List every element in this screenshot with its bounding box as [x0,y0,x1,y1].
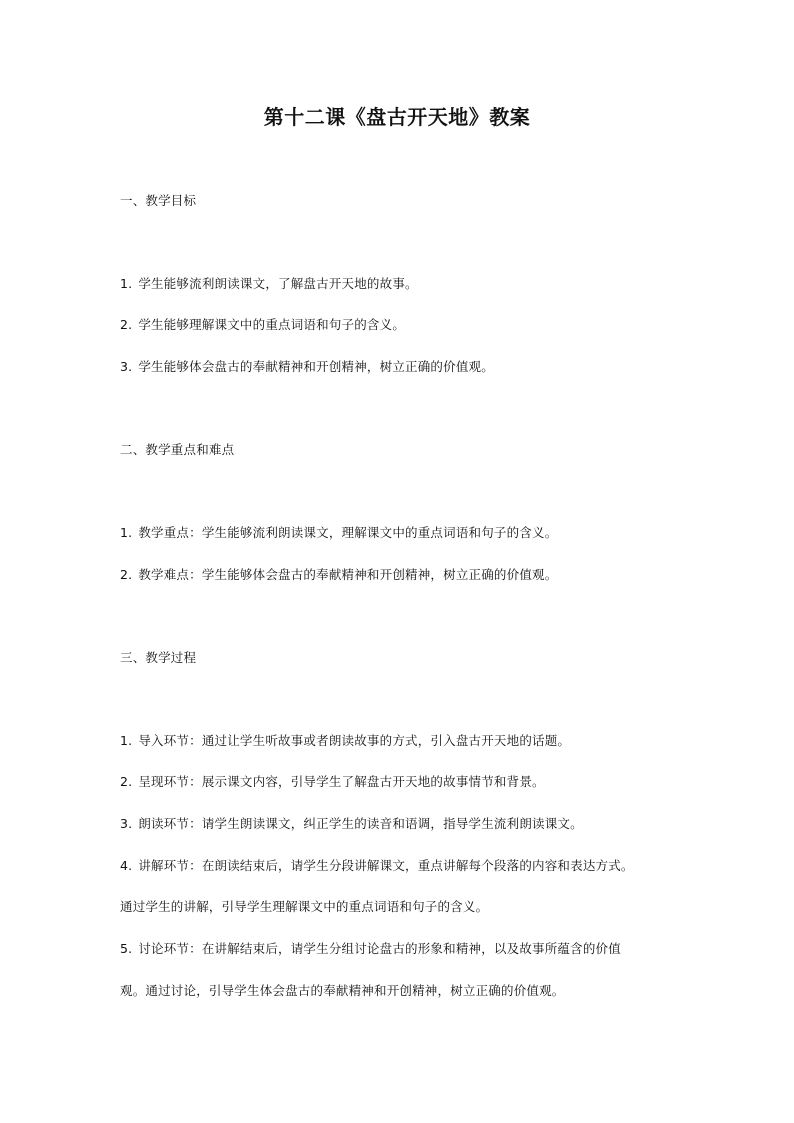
section-heading-process: 三、教学过程 [120,650,197,665]
list-item-text: 导入环节：通过让学生听故事或者朗读故事的方式，引入盘古开天地的话题。 [138,733,571,748]
list-item-text: 讲解环节：在朗读结束后，请学生分段讲解课文，重点讲解每个段落的内容和表达方式。 [138,858,634,873]
list-item-text: 教学重点：学生能够流利朗读课文，理解课文中的重点词语和句子的含义。 [138,525,558,540]
list-item [120,732,570,750]
list-item [120,275,418,293]
list-item [120,815,583,833]
list-item [120,773,545,791]
list-item-number: 5. [120,941,133,956]
list-item-number: 1. [120,733,133,748]
list-item-text: 教学难点：学生能够体会盘古的奉献精神和开创精神，树立正确的价值观。 [138,567,558,582]
list-item-number: 3. [120,816,133,831]
list-item-number: 4. [120,858,133,873]
section-heading-objectives: 一、教学目标 [120,193,197,208]
list-item-text: 呈现环节：展示课文内容，引导学生了解盘古开天地的故事情节和背景。 [138,774,545,789]
list-item-continuation: 通过学生的讲解，引导学生理解课文中的重点词语和句子的含义。 [120,899,489,914]
list-item-number: 2. [120,774,133,789]
list-item-number: 1. [120,276,133,291]
list-item-text: 朗读环节：请学生朗读课文，纠正学生的读音和语调，指导学生流利朗读课文。 [138,816,583,831]
list-item-number: 2. [120,567,133,582]
list-item [120,358,494,376]
list-item [120,316,405,334]
list-item-text: 学生能够体会盘古的奉献精神和开创精神，树立正确的价值观。 [138,359,494,374]
list-item [120,566,557,584]
list-item-text: 学生能够流利朗读课文，了解盘古开天地的故事。 [138,276,418,291]
list-item-continuation: 观。通过讨论，引导学生体会盘古的奉献精神和开创精神，树立正确的价值观。 [120,983,565,998]
document-title: 第十二课《盘古开天地》教案 [263,105,531,129]
list-item [120,857,634,875]
list-item [120,524,557,542]
list-item-number: 2. [120,317,133,332]
list-item-number: 3. [120,359,133,374]
list-item-number: 1. [120,525,133,540]
list-item [120,940,621,958]
list-item-text: 讨论环节：在讲解结束后，请学生分组讨论盘古的形象和精神，以及故事所蕴含的价值 [138,941,621,956]
section-heading-key-points: 二、教学重点和难点 [120,442,235,457]
list-item-text: 学生能够理解课文中的重点词语和句子的含义。 [138,317,406,332]
